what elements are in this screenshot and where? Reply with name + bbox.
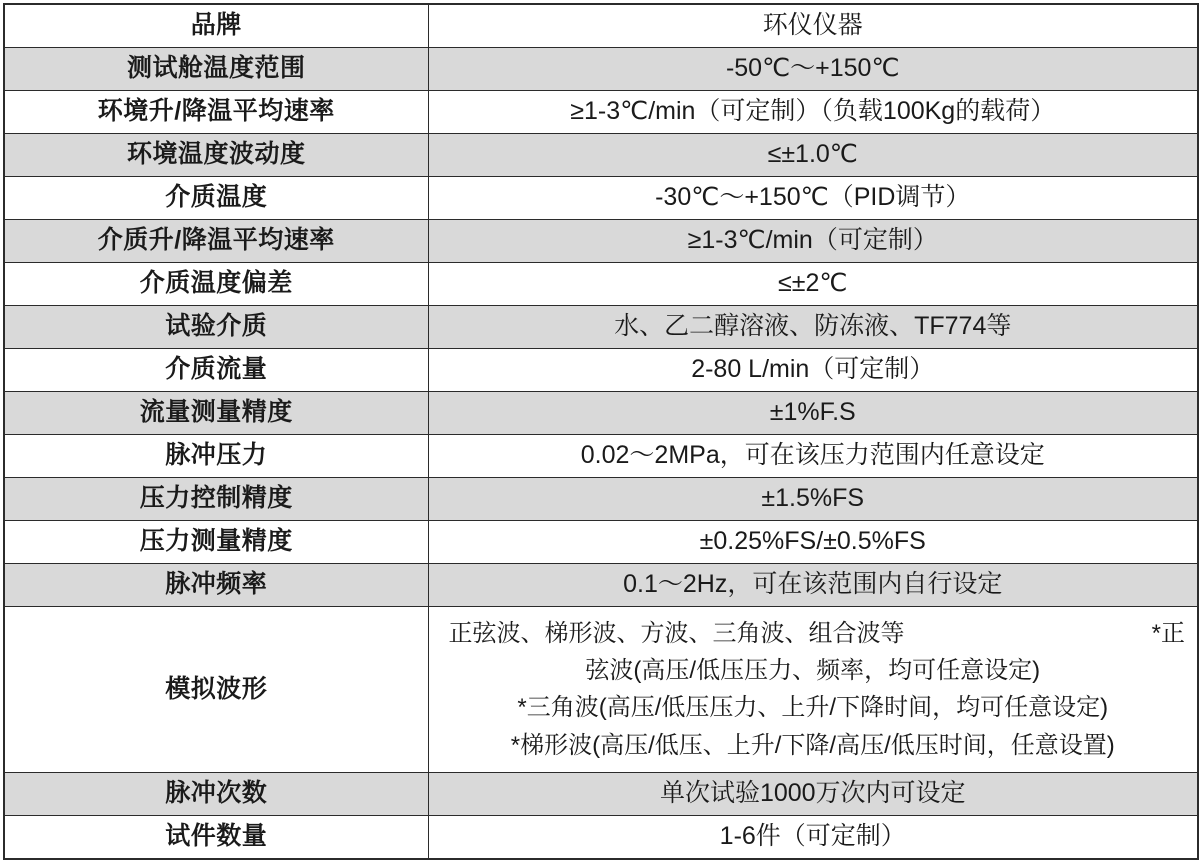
row-label: 介质温度	[4, 177, 428, 220]
table-row	[4, 564, 1198, 607]
row-label: 试验介质	[4, 306, 428, 349]
row-value: ±1.5%FS	[428, 478, 1198, 521]
row-label: 试件数量	[4, 815, 428, 859]
table-row	[4, 772, 1198, 815]
table-row	[4, 521, 1198, 564]
waveform-line-1: 正弦波、梯形波、方波、三角波、组合波等 *正	[439, 615, 1188, 652]
table-row	[4, 815, 1198, 859]
row-value: ≥1-3℃/min（可定制）	[428, 220, 1198, 263]
row-label: 脉冲频率	[4, 564, 428, 607]
row-value: -50℃～+150℃	[428, 48, 1198, 91]
specification-table-body	[4, 4, 1198, 859]
table-row	[4, 306, 1198, 349]
row-value: 2-80 L/min（可定制）	[428, 349, 1198, 392]
waveform-line-3: *三角波(高压/低压压力、上升/下降时间，均可任意设定)	[517, 694, 1109, 722]
row-value: 0.02～2MPa，可在该压力范围内任意设定	[428, 435, 1198, 478]
row-value-waveform	[428, 607, 1198, 773]
table-row	[4, 91, 1198, 134]
row-value: ±1%F.S	[428, 392, 1198, 435]
table-row	[4, 435, 1198, 478]
table-row	[4, 220, 1198, 263]
row-value: 1-6件（可定制）	[428, 815, 1198, 859]
table-row	[4, 177, 1198, 220]
table-row	[4, 478, 1198, 521]
waveform-line-2: 弦波(高压/低压压力、频率，均可任意设定)	[585, 657, 1041, 685]
table-row	[4, 263, 1198, 306]
waveform-line-4: *梯形波(高压/低压、上升/下降/高压/低压时间，任意设置)	[510, 731, 1115, 759]
row-label: 测试舱温度范围	[4, 48, 428, 91]
table-row	[4, 349, 1198, 392]
waveform-line-1-tail: *正	[1151, 620, 1185, 647]
row-label: 脉冲次数	[4, 772, 428, 815]
table-row	[4, 392, 1198, 435]
row-value: 单次试验1000万次内可设定	[428, 772, 1198, 815]
row-value: ≤±1.0℃	[428, 134, 1198, 177]
row-value: 0.1～2Hz，可在该范围内自行设定	[428, 564, 1198, 607]
specification-table	[3, 3, 1199, 860]
row-label: 流量测量精度	[4, 392, 428, 435]
row-value: ≤±2℃	[428, 263, 1198, 306]
table-row	[4, 4, 1198, 48]
table-row	[4, 48, 1198, 91]
row-label: 压力控制精度	[4, 478, 428, 521]
row-label: 介质升/降温平均速率	[4, 220, 428, 263]
table-row	[4, 134, 1198, 177]
row-label: 压力测量精度	[4, 521, 428, 564]
row-label: 环境温度波动度	[4, 134, 428, 177]
row-label: 介质温度偏差	[4, 263, 428, 306]
row-label: 脉冲压力	[4, 435, 428, 478]
row-value: 环仪仪器	[428, 4, 1198, 48]
row-label: 品牌	[4, 4, 428, 48]
row-label: 介质流量	[4, 349, 428, 392]
row-label: 环境升/降温平均速率	[4, 91, 428, 134]
row-value: ±0.25%FS/±0.5%FS	[428, 521, 1198, 564]
row-label: 模拟波形	[4, 607, 428, 773]
row-value: 水、乙二醇溶液、防冻液、TF774等	[428, 306, 1198, 349]
row-value: ≥1-3℃/min（可定制）（负载100Kg的载荷）	[428, 91, 1198, 134]
table-row-waveform	[4, 607, 1198, 773]
row-value: -30℃～+150℃（PID调节）	[428, 177, 1198, 220]
